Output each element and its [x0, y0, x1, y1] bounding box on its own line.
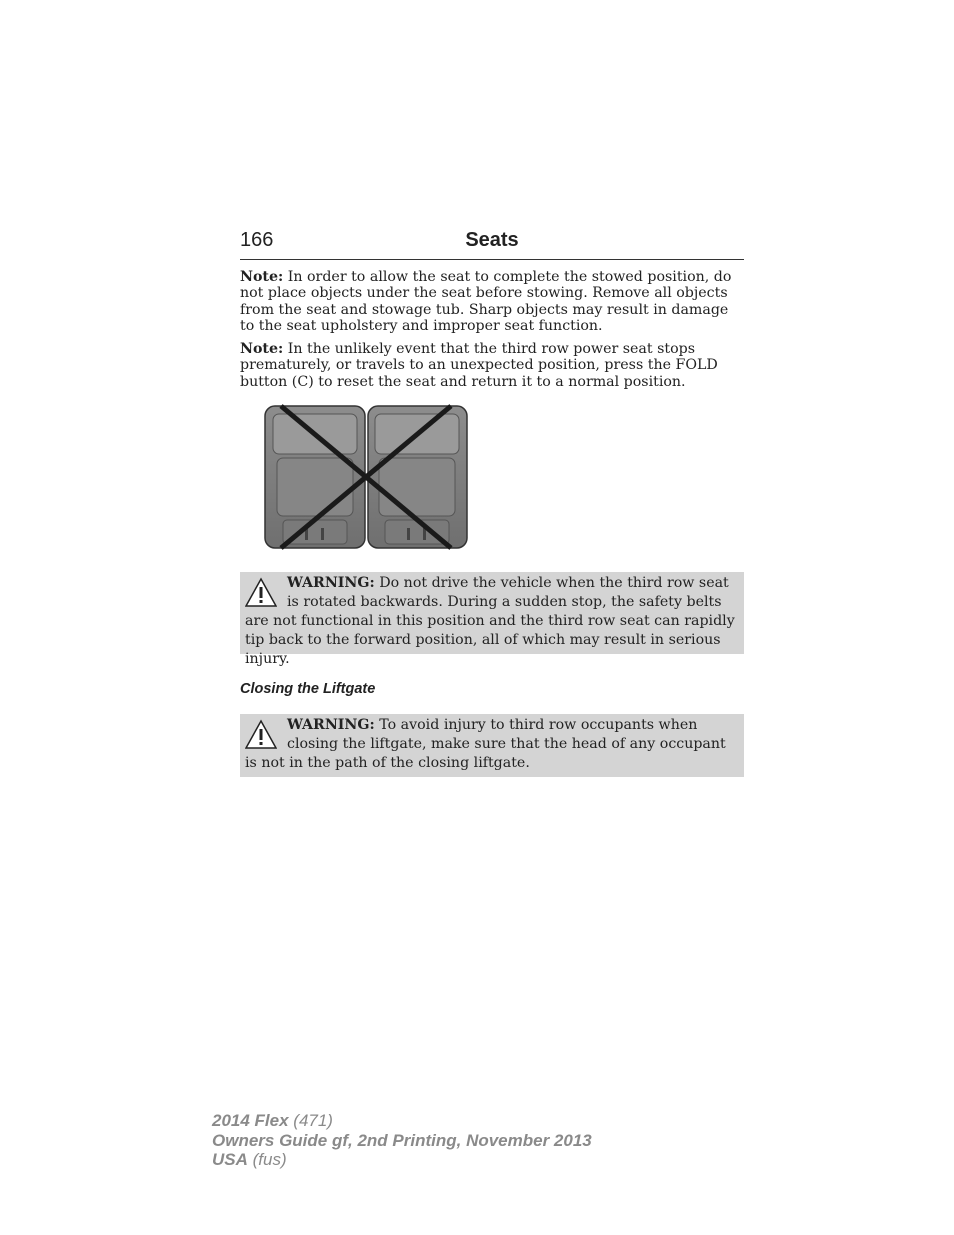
warning-text: To avoid injury to third row occupants when closing the liftgate, make sure that the head of any occupant is not in the path of the closing liftgate.	[245, 717, 726, 771]
warning-box	[240, 714, 744, 777]
section-title: Seats	[465, 229, 519, 251]
note-label: Note:	[240, 269, 284, 285]
note-label: Note:	[240, 341, 284, 357]
warning-triangle-icon	[245, 577, 277, 609]
page-number: 166	[240, 229, 274, 251]
warning-label: WARNING:	[287, 717, 375, 733]
note-text: In order to allow the seat to complete the stowed position, do not place objects under the seat before stowing. Remove all objects from the seat and stowage tub. Sharp objects may result in damage to the seat upholstery and improper seat function.	[240, 269, 732, 334]
warning-box	[240, 572, 744, 667]
subheading-closing-liftgate: Closing the Liftgate	[240, 681, 376, 697]
footer-line-3: USA (fus)	[212, 1150, 287, 1169]
note-paragraph	[240, 269, 744, 334]
warning-text: Do not drive the vehicle when the third row seat is rotated backwards. During a sudden stop, the safety belts are not functional in this position and the third row seat can rapidly tip back to the forward position, all of which may result in serious injury.	[245, 575, 735, 667]
footer-line-2: Owners Guide gf, 2nd Printing, November 2013	[212, 1130, 592, 1150]
page-footer	[212, 1111, 592, 1170]
seat-illustration	[263, 404, 469, 550]
note-text: In the unlikely event that the third row power seat stops prematurely, or travels to an unexpected position, press the FOLD button (C) to reset the seat and return it to a normal position.	[240, 341, 718, 390]
warning-label: WARNING:	[287, 575, 375, 591]
rotated-seats-crossed-out-image	[263, 404, 469, 550]
page-header	[240, 229, 744, 260]
note-paragraph	[240, 341, 744, 390]
footer-line-1: 2014 Flex (471)	[212, 1111, 333, 1130]
warning-triangle-icon	[245, 719, 277, 751]
